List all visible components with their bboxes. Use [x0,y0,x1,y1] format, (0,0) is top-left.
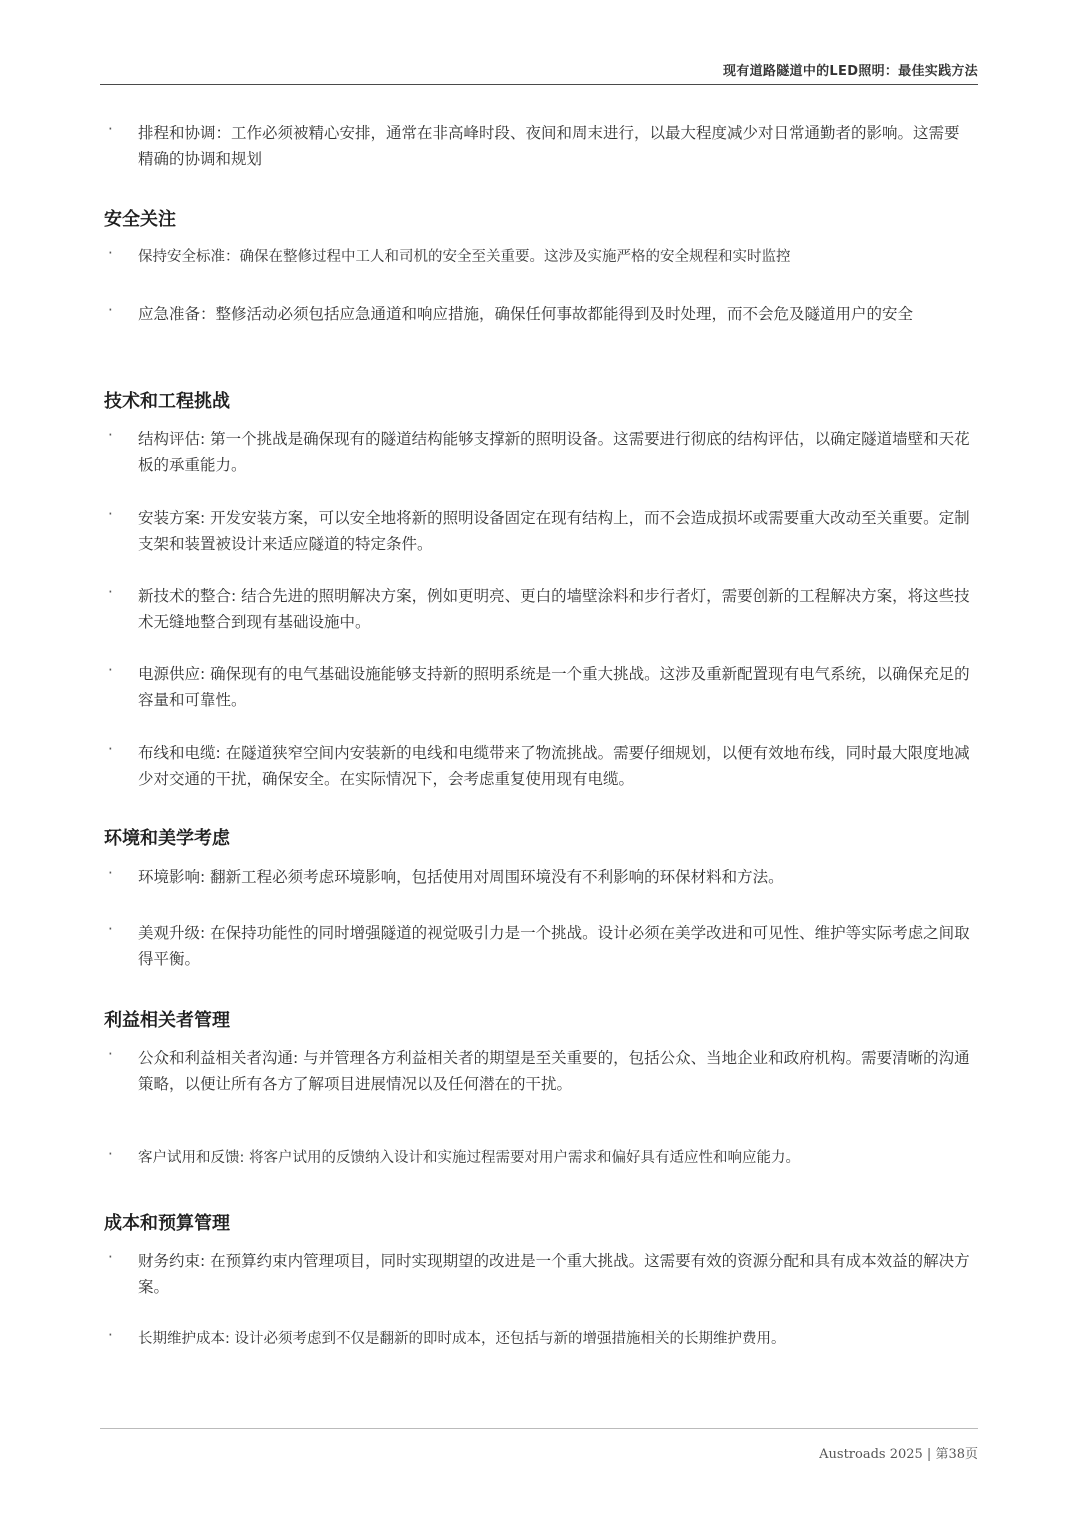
bullet-icon: · [108,301,113,319]
bullet-icon: · [108,1326,113,1344]
item-text: 结构评估: 第一个挑战是确保现有的隧道结构能够支撑新的照明设备。这需要进行彻底的结构评估，以确定隧道墙壁和天花板的承重能力。 [138,430,970,474]
bullet-icon: · [108,120,113,138]
bullet-icon: · [108,244,113,262]
list-item [108,583,970,635]
bullet-icon: · [108,505,113,523]
bullet-icon: · [108,426,113,444]
item-text: 保持安全标准：确保在整修过程中工人和司机的安全至关重要。这涉及实施严格的安全规程和实时监控 [138,249,791,265]
section-heading: 安全关注 [104,209,176,230]
list-item [108,301,970,327]
footer-text: Austroads 2025 | 第38页 [819,1447,978,1462]
item-text: 排程和协调：工作必须被精心安排，通常在非高峰时段、夜间和周末进行，以最大程度减少对日常通勤者的影响。这需要精确的协调和规划 [138,124,960,168]
list-item [108,120,970,172]
item-text: 长期维护成本: 设计必须考虑到不仅是翻新的即时成本，还包括与新的增强措施相关的长期维护费用。 [138,1331,786,1347]
item-text: 客户试用和反馈: 将客户试用的反馈纳入设计和实施过程需要对用户需求和偏好具有适应性和响应能力。 [138,1150,800,1166]
list-item [108,661,970,713]
bullet-icon: · [108,1248,113,1266]
list-item [108,505,970,557]
list-item [108,864,970,890]
page-header [100,60,978,85]
section-heading: 利益相关者管理 [104,1010,230,1031]
list-item [108,426,970,478]
list-item [108,244,970,270]
bullet-icon: · [108,920,113,938]
list-item [108,920,970,972]
item-text: 布线和电缆: 在隧道狭窄空间内安装新的电线和电缆带来了物流挑战。需要仔细规划，以便有效地布线，同时最大限度地减少对交通的干扰，确保安全。在实际情况下，会考虑重复使用现有电缆。 [138,744,970,788]
list-item [108,1045,970,1097]
item-text: 电源供应: 确保现有的电气基础设施能够支持新的照明系统是一个重大挑战。这涉及重新配置现有电气系统，以确保充足的容量和可靠性。 [138,665,970,709]
list-item [108,1326,970,1352]
bullet-icon: · [108,1145,113,1163]
item-text: 新技术的整合: 结合先进的照明解决方案，例如更明亮、更白的墙壁涂料和步行者灯，需要创新的工程解决方案，将这些技术无缝地整合到现有基础设施中。 [138,587,970,631]
item-text: 应急准备：整修活动必须包括应急通道和响应措施，确保任何事故都能得到及时处理，而不会危及隧道用户的安全 [138,305,914,323]
bullet-icon: · [108,1045,113,1063]
item-text: 美观升级: 在保持功能性的同时增强隧道的视觉吸引力是一个挑战。设计必须在美学改进和可见性、维护等实际考虑之间取得平衡。 [138,924,970,968]
item-text: 安装方案: 开发安装方案，可以安全地将新的照明设备固定在现有结构上，而不会造成损坏或需要重大改动至关重要。定制支架和装置被设计来适应隧道的特定条件。 [138,509,970,553]
list-item [108,1145,970,1171]
item-text: 公众和利益相关者沟通: 与并管理各方利益相关者的期望是至关重要的，包括公众、当地企业和政府机构。需要清晰的沟通策略，以便让所有各方了解项目进展情况以及任何潜在的干扰。 [138,1049,970,1093]
header-title: 现有道路隧道中的LED照明：最佳实践方法 [723,64,978,79]
page-footer [100,1428,978,1462]
bullet-icon: · [108,661,113,679]
bullet-icon: · [108,583,113,601]
section-heading: 环境和美学考虑 [104,828,230,849]
list-item [108,1248,970,1300]
item-text: 财务约束: 在预算约束内管理项目，同时实现期望的改进是一个重大挑战。这需要有效的资源分配和具有成本效益的解决方案。 [138,1252,970,1296]
item-text: 环境影响: 翻新工程必须考虑环境影响，包括使用对周围环境没有不利影响的环保材料和方法。 [138,868,784,886]
section-heading: 成本和预算管理 [104,1213,230,1234]
list-item [108,740,970,792]
bullet-icon: · [108,740,113,758]
bullet-icon: · [108,864,113,882]
section-heading: 技术和工程挑战 [104,391,230,412]
